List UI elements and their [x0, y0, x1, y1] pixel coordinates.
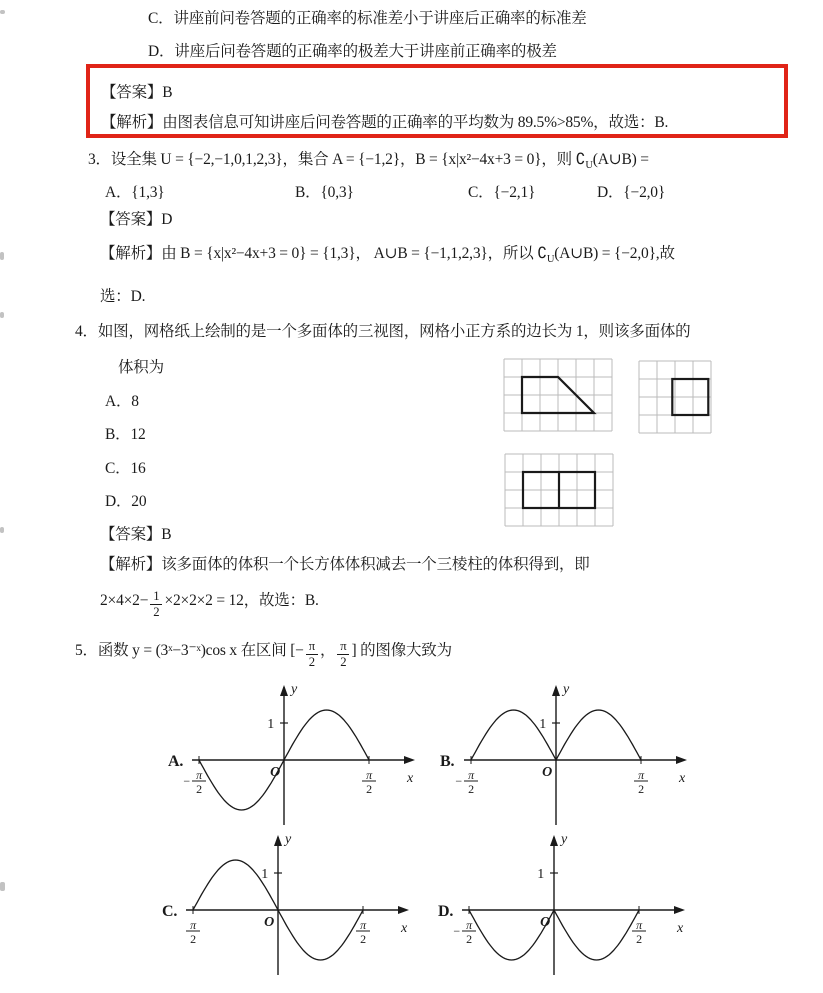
svg-text:x: x [401, 921, 408, 936]
q5-stem-text: 5．函数 y = (3ˣ−3⁻ˣ)cos x 在区间 [− [75, 642, 304, 659]
svg-text:1: 1 [267, 717, 274, 732]
svg-text:O: O [264, 915, 274, 930]
svg-text:C.: C. [162, 903, 178, 920]
svg-text:1: 1 [537, 867, 544, 882]
svg-text:π: π [636, 918, 642, 932]
svg-text:π: π [366, 768, 372, 782]
q4-answer: 【答案】B [100, 526, 172, 543]
svg-text:π: π [190, 918, 196, 932]
svg-text:O: O [540, 915, 550, 930]
scan-artifact [0, 882, 5, 891]
q4-formula-post: ×2×2×2 = 12，故选：B. [164, 592, 319, 609]
q3-analysis-line1 [100, 243, 675, 265]
q3-analysis-complement-subscript: U [546, 254, 555, 266]
svg-text:2: 2 [190, 932, 196, 946]
svg-text:O: O [542, 765, 552, 780]
front-view-figure [502, 357, 614, 438]
q3-stem-text: 3．设全集 U = {−2,−1,0,1,2,3}，集合 A = {−1,2}，B = {x|x²−4x+3 = 0}，则 ∁ [88, 151, 586, 168]
q3-complement-subscript: U [585, 160, 593, 172]
q4-formula-fraction [150, 590, 162, 618]
function-plot-svg [436, 828, 686, 978]
function-plot-svg [166, 678, 416, 828]
q4-stem-line1: 4．如图，网格纸上绘制的是一个多面体的三视图，网格小正方系的边长为 1，则该多面体的 [75, 323, 691, 340]
q4-formula-pre: 2×4×2− [100, 592, 149, 609]
q5-fraction-2 [337, 640, 349, 668]
graph-option-d [436, 828, 686, 983]
side-view-figure [637, 359, 713, 440]
svg-text:−: − [455, 774, 462, 788]
svg-text:y: y [285, 832, 292, 847]
graph-option-b [438, 678, 688, 833]
graph-option-a [166, 678, 416, 833]
function-plot-svg [438, 678, 688, 828]
q3-stem [88, 149, 649, 171]
q4-option-c: C．16 [105, 460, 146, 477]
svg-text:π: π [196, 768, 202, 782]
scan-artifact [0, 527, 4, 533]
top-view-svg [503, 452, 615, 528]
q4-option-a: A．8 [105, 393, 139, 410]
fraction-denominator: 2 [308, 654, 315, 669]
side-view-svg [637, 359, 713, 435]
q2-answer: 【答案】B [101, 84, 173, 101]
q3-option-a: A．{1,3} [105, 184, 165, 201]
svg-text:O: O [270, 765, 280, 780]
svg-text:y: y [561, 832, 568, 847]
svg-text:2: 2 [360, 932, 366, 946]
graph-option-c [160, 828, 410, 983]
svg-text:−: − [453, 924, 460, 938]
fraction-denominator: 2 [340, 654, 347, 669]
svg-text:π: π [638, 768, 644, 782]
q2-option-d: D．讲座后问卷答题的正确率的极差大于讲座前正确率的极差 [148, 43, 557, 60]
q2-option-c: C．讲座前问卷答题的正确率的标准差小于讲座后正确率的标准差 [148, 10, 587, 27]
top-view-figure [503, 452, 615, 533]
q4-option-d: D．20 [105, 493, 147, 510]
q4-analysis-line1: 【解析】该多面体的体积一个长方体体积减去一个三棱柱的体积得到，即 [100, 556, 590, 573]
svg-text:π: π [466, 918, 472, 932]
svg-text:2: 2 [466, 932, 472, 946]
fraction-numerator: π [306, 640, 318, 655]
q3-analysis-text-2: (A∪B) = {−2,0},故 [554, 245, 675, 262]
svg-text:1: 1 [261, 867, 268, 882]
svg-text:2: 2 [366, 782, 372, 796]
svg-text:x: x [407, 771, 414, 786]
svg-text:x: x [679, 771, 686, 786]
q2-analysis: 【解析】由图表信息可知讲座后问卷答题的正确率的平均数为 89.5%>85%，故选：B. [101, 114, 669, 131]
svg-text:2: 2 [636, 932, 642, 946]
fraction-numerator: π [337, 640, 349, 655]
svg-text:y: y [563, 682, 570, 697]
q3-analysis-text: 【解析】由 B = {x|x²−4x+3 = 0} = {1,3}， A∪B = {−1,1,2,3}，所以 ∁ [100, 245, 547, 262]
q3-option-d: D．{−2,0} [597, 184, 666, 201]
q3-stem-text-2: (A∪B) = [592, 151, 649, 168]
q5-fraction-1 [306, 640, 318, 668]
svg-text:D.: D. [438, 903, 454, 920]
q3-option-c: C．{−2,1} [468, 184, 536, 201]
q3-answer: 【答案】D [100, 211, 173, 228]
svg-text:2: 2 [196, 782, 202, 796]
q4-stem-line2: 体积为 [118, 359, 164, 376]
q4-option-b: B．12 [105, 426, 146, 443]
front-view-svg [502, 357, 614, 433]
scan-artifact [0, 312, 4, 318]
svg-text:A.: A. [168, 753, 184, 770]
q5-stem [75, 640, 452, 669]
q3-option-b: B．{0,3} [295, 184, 354, 201]
fraction-numerator: 1 [150, 590, 162, 605]
svg-text:1: 1 [539, 717, 546, 732]
q3-analysis-line2: 选：D. [100, 288, 146, 305]
svg-text:B.: B. [440, 753, 455, 770]
svg-text:π: π [468, 768, 474, 782]
svg-text:x: x [677, 921, 684, 936]
svg-text:y: y [291, 682, 298, 697]
svg-text:2: 2 [468, 782, 474, 796]
function-plot-svg [160, 828, 410, 978]
scan-artifact [0, 252, 4, 260]
q5-stem-text-3: ] 的图像大致为 [351, 642, 452, 659]
q5-stem-text-2: ， [319, 642, 336, 659]
q4-analysis-formula [100, 590, 319, 619]
svg-text:2: 2 [638, 782, 644, 796]
svg-text:π: π [360, 918, 366, 932]
svg-text:−: − [183, 774, 190, 788]
fraction-denominator: 2 [153, 604, 160, 619]
scan-artifact [0, 10, 5, 14]
